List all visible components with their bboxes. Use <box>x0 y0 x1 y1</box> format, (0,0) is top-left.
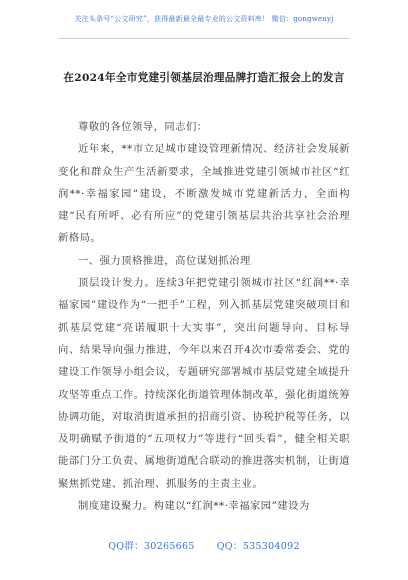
footer-qq-number: QQ：535304092 <box>216 541 300 552</box>
body-paragraph-1: 顶层设计发力。连续3年把党建引领城市社区“红润**·幸福家园”建设作为“一把手”工程，列入抓基层党建突破项目和抓基层党建“亮诺履职十大实事”，突出问题导向、目标导向、结果导向强力推进，今年以来召开4次市委常委会、党的建设工作领导小组会议，专题研究部署城市基层党建全域提升攻坚等重点工作。持续深化街道管理体制改革，强化街道统筹协调功能，对取消街道承担的招商引资、协税护税等任务，以及明确赋予街道的“五项权力”等进行“回头看”，健全相关职能部门分工负责、属地街道配合联动的推进落实机制，让街道聚焦抓党建、抓治理、抓服务的主责主业。 <box>58 277 350 490</box>
header-divider <box>58 38 350 39</box>
section-heading-1: 一、强力顶格推进，高位谋划抓治理 <box>78 254 251 267</box>
intro-paragraph: 近年来，**市立足城市建设管理新情况、经济社会发展新变化和群众生产生活新要求，全域推进党建引领城市社区“红润**·幸福家园”建设，不断激发城市党建新活力，全面构建“民有所呼、必有所应”的党建引领基层共治共享社会治理新格局。 <box>58 143 350 245</box>
header-promo-note: 关注头条号“公文研究”，获得最新最全最专业的公文资料库！ 微信：gongwenyj <box>74 15 334 23</box>
footer-contact <box>0 538 408 552</box>
footer-qq-group: QQ群：30265665 <box>108 541 195 552</box>
body-paragraph-2: 制度建设聚力。构建以“红润**·幸福家园”建设为 <box>78 500 310 513</box>
document-body <box>58 116 350 517</box>
document-title: 在2024年全市党建引领基层治理品牌打造汇报会上的发言 <box>63 72 345 84</box>
greeting: 尊敬的各位领导，同志们： <box>78 121 208 133</box>
